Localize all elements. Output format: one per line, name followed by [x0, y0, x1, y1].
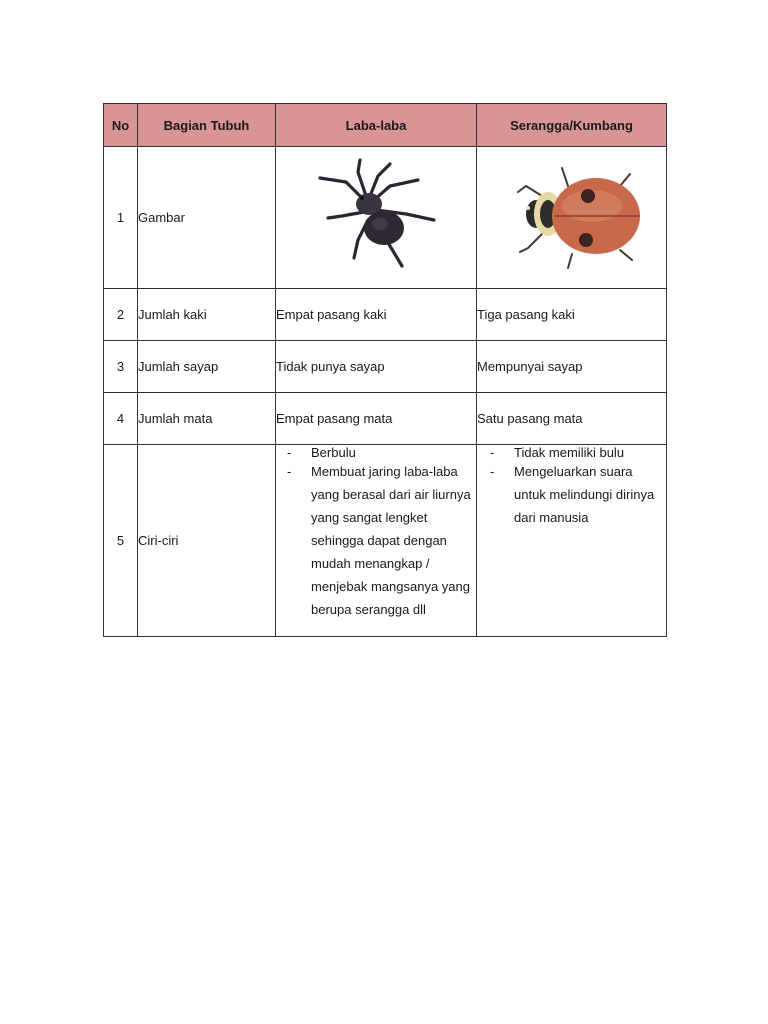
table-row [104, 147, 667, 289]
comparison-table [103, 103, 667, 637]
header-spider: Laba-laba [276, 104, 477, 147]
row-label: Jumlah sayap [138, 341, 276, 393]
header-no: No [104, 104, 138, 147]
row-number: 2 [104, 289, 138, 341]
insect-features [477, 445, 667, 637]
list-item [276, 446, 476, 460]
feature-text: Membuat jaring laba-laba yang berasal dari air liurnya yang sangat lengket sehingga dapat dengan mudah menangkap / menjebak mangsanya yang berupa serangga dll [311, 464, 471, 617]
row-number: 4 [104, 393, 138, 445]
feature-text: Tidak memiliki bulu [514, 445, 625, 460]
table-row [104, 289, 667, 341]
header-body-part: Bagian Tubuh [138, 104, 276, 147]
table-row [104, 445, 667, 637]
insect-value: Tiga pasang kaki [477, 289, 667, 341]
row-number: 5 [104, 445, 138, 637]
insect-value: Satu pasang mata [477, 393, 667, 445]
insect-value: Mempunyai sayap [477, 341, 667, 393]
list-item [477, 446, 666, 460]
row-number: 3 [104, 341, 138, 393]
feature-text: Mengeluarkan suara untuk melindungi dirinya dari manusia [514, 464, 655, 525]
row-label: Gambar [138, 147, 276, 289]
insect-feature-list [477, 445, 666, 529]
row-label: Ciri-ciri [138, 445, 276, 637]
spider-value: Tidak punya sayap [276, 341, 477, 393]
spider-value: Empat pasang mata [276, 393, 477, 445]
row-number: 1 [104, 147, 138, 289]
feature-text: Berbulu [311, 445, 356, 460]
header-row [104, 104, 667, 147]
table-row [104, 341, 667, 393]
header-insect: Serangga/Kumbang [477, 104, 667, 147]
row-label: Jumlah mata [138, 393, 276, 445]
spider-image-cell [276, 147, 477, 289]
bullet-dash: - [287, 445, 292, 460]
table-row [104, 393, 667, 445]
spider-photo [306, 156, 446, 276]
ladybug-photo [502, 156, 642, 276]
row-label: Jumlah kaki [138, 289, 276, 341]
list-item [276, 460, 476, 621]
bullet-dash: - [490, 445, 495, 460]
bullet-dash: - [287, 464, 292, 479]
spider-features [276, 445, 477, 637]
spider-feature-list [276, 445, 476, 621]
bullet-dash: - [490, 464, 495, 479]
list-item [477, 460, 666, 529]
ladybug-image-cell [477, 147, 667, 289]
spider-value: Empat pasang kaki [276, 289, 477, 341]
